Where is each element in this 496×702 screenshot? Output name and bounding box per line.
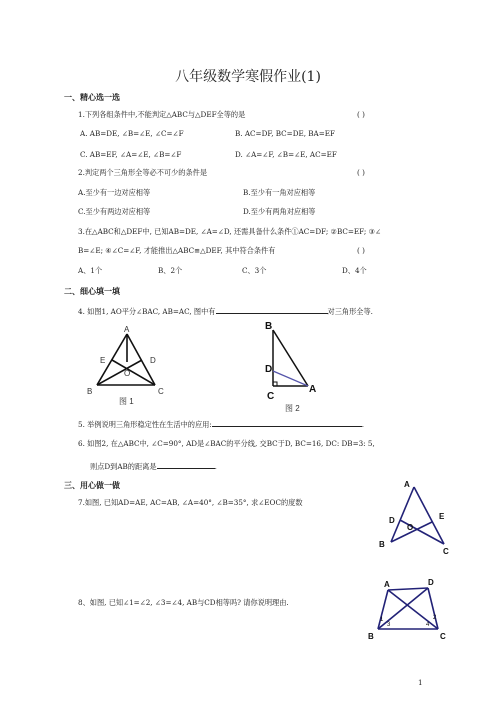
- fig2-label-d: D: [265, 364, 273, 375]
- q3-option-b: B、2个: [158, 266, 183, 275]
- q3-option-c: C、3个: [242, 266, 267, 275]
- fig1-label-b: B: [87, 387, 93, 396]
- q8-text: 8、如图, 已知∠1=∠2, ∠3=∠4, AB与CD相等吗? 请你说明理由.: [78, 598, 289, 607]
- fig3-label-o: O: [407, 523, 414, 532]
- q1-stem: 1.下列各组条件中,不能判定△ABC与△DEF全等的是: [78, 110, 246, 119]
- fig1-label-o: O: [124, 369, 131, 378]
- q4-text: [78, 305, 373, 317]
- page-title: 八年级数学寒假作业(1): [175, 69, 321, 85]
- q5-text-after: .: [361, 420, 365, 429]
- q2-answer-paren: ( ): [357, 168, 365, 177]
- q1-option-a: A. AB=DE, ∠B=∠E, ∠C=∠F: [80, 129, 184, 138]
- q4-text-before: 4. 如图1, AO平分∠BAC, AB=AC, 图中有: [78, 307, 216, 316]
- fig1-caption: 图 1: [119, 397, 134, 406]
- fig1-label-a: A: [124, 325, 130, 334]
- fig3-label-d: D: [389, 516, 395, 525]
- fig1-label-e: E: [100, 356, 106, 365]
- q4-text-after: 对三角形全等.: [327, 307, 373, 316]
- q3-stem-line1: 3.在△ABC和△DEF中, 已知AB=DE, ∠A=∠D, 还需具备什么条件①AC=DF; ②BC=EF; ③∠: [78, 227, 382, 236]
- page-number: 1: [418, 678, 423, 687]
- fig4-label-d: D: [428, 578, 434, 587]
- section-heading-3: 三、用心做一做: [64, 481, 120, 490]
- fig2-label-a: A: [309, 384, 317, 395]
- q7-text: 7.如图, 已知AD=AE, AC=AB, ∠A=40°, ∠B=35°, 求∠EOC的度数: [78, 498, 303, 507]
- q5-text: [78, 418, 364, 430]
- fig3-label-c: C: [443, 547, 449, 556]
- q3-stem-line2: B=∠E; ④∠C=∠F, 才能推出△ABC≌△DEF, 其中符合条件有: [78, 246, 276, 255]
- q3-option-a: A、1个: [78, 266, 103, 275]
- q1-option-b: B. AC=DF, BC=DE, BA=EF: [235, 129, 336, 138]
- q2-option-c: C.至少有两边对应相等: [78, 207, 151, 216]
- q4-answer-blank[interactable]: [216, 305, 328, 314]
- q1-answer-paren: ( ): [357, 110, 365, 119]
- fig2-caption: 图 2: [285, 404, 300, 413]
- section-heading-1: 一、精心选一选: [64, 93, 120, 102]
- fig4-label-1: 1: [380, 617, 384, 623]
- q3-option-d: D、4个: [342, 266, 367, 275]
- q5-text-before: 5. 举例说明三角形稳定性在生活中的应用:: [78, 420, 212, 429]
- fig4-label-c: C: [440, 632, 446, 641]
- q6-line2-after: .: [214, 462, 217, 471]
- fig4-label-b: B: [368, 632, 374, 641]
- q5-answer-blank[interactable]: [212, 418, 365, 429]
- fig1-label-c: C: [158, 387, 164, 396]
- fig4-label-a: A: [384, 580, 390, 589]
- q3-answer-paren: ( ): [357, 246, 365, 255]
- fig3-label-a: A: [404, 480, 410, 489]
- q1-option-d: D. ∠A=∠F, ∠B=∠E, AC=EF: [235, 150, 337, 159]
- fig2-label-b: B: [265, 321, 273, 332]
- fig1-label-d: D: [150, 356, 156, 365]
- figure-1: [86, 322, 176, 412]
- figure-2: [262, 318, 332, 414]
- fig3-label-b: B: [379, 540, 385, 549]
- q6-answer-blank[interactable]: [157, 460, 215, 469]
- fig4-label-4: 4: [426, 622, 430, 628]
- q6-line1: 6. 如图2, 在△ABC中, ∠C=90°, AD是∠BAC的平分线, 交BC于D, BC=16, DC: DB=3: 5,: [78, 439, 375, 448]
- fig4-label-2: 2: [433, 615, 437, 621]
- q2-option-a: A.至少有一边对应相等: [78, 188, 151, 197]
- fig4-label-3: 3: [387, 622, 391, 628]
- q2-option-b: B.至少有一角对应相等: [243, 188, 316, 197]
- section-heading-2: 二、细心填一填: [64, 287, 120, 296]
- q6-line2: [90, 460, 217, 472]
- q2-stem: 2.判定两个三角形全等必不可少的条件是: [78, 168, 208, 177]
- figure-3: [376, 478, 456, 562]
- q2-option-d: D.至少有两角对应相等: [243, 207, 316, 216]
- q6-line2-before: 则点D到AB的距离是: [90, 462, 157, 471]
- fig2-label-c: C: [267, 391, 275, 402]
- figure-4: [368, 574, 458, 644]
- fig3-label-e: E: [439, 512, 445, 521]
- q1-option-c: C. AB=EF, ∠A=∠E, ∠B=∠F: [80, 150, 182, 159]
